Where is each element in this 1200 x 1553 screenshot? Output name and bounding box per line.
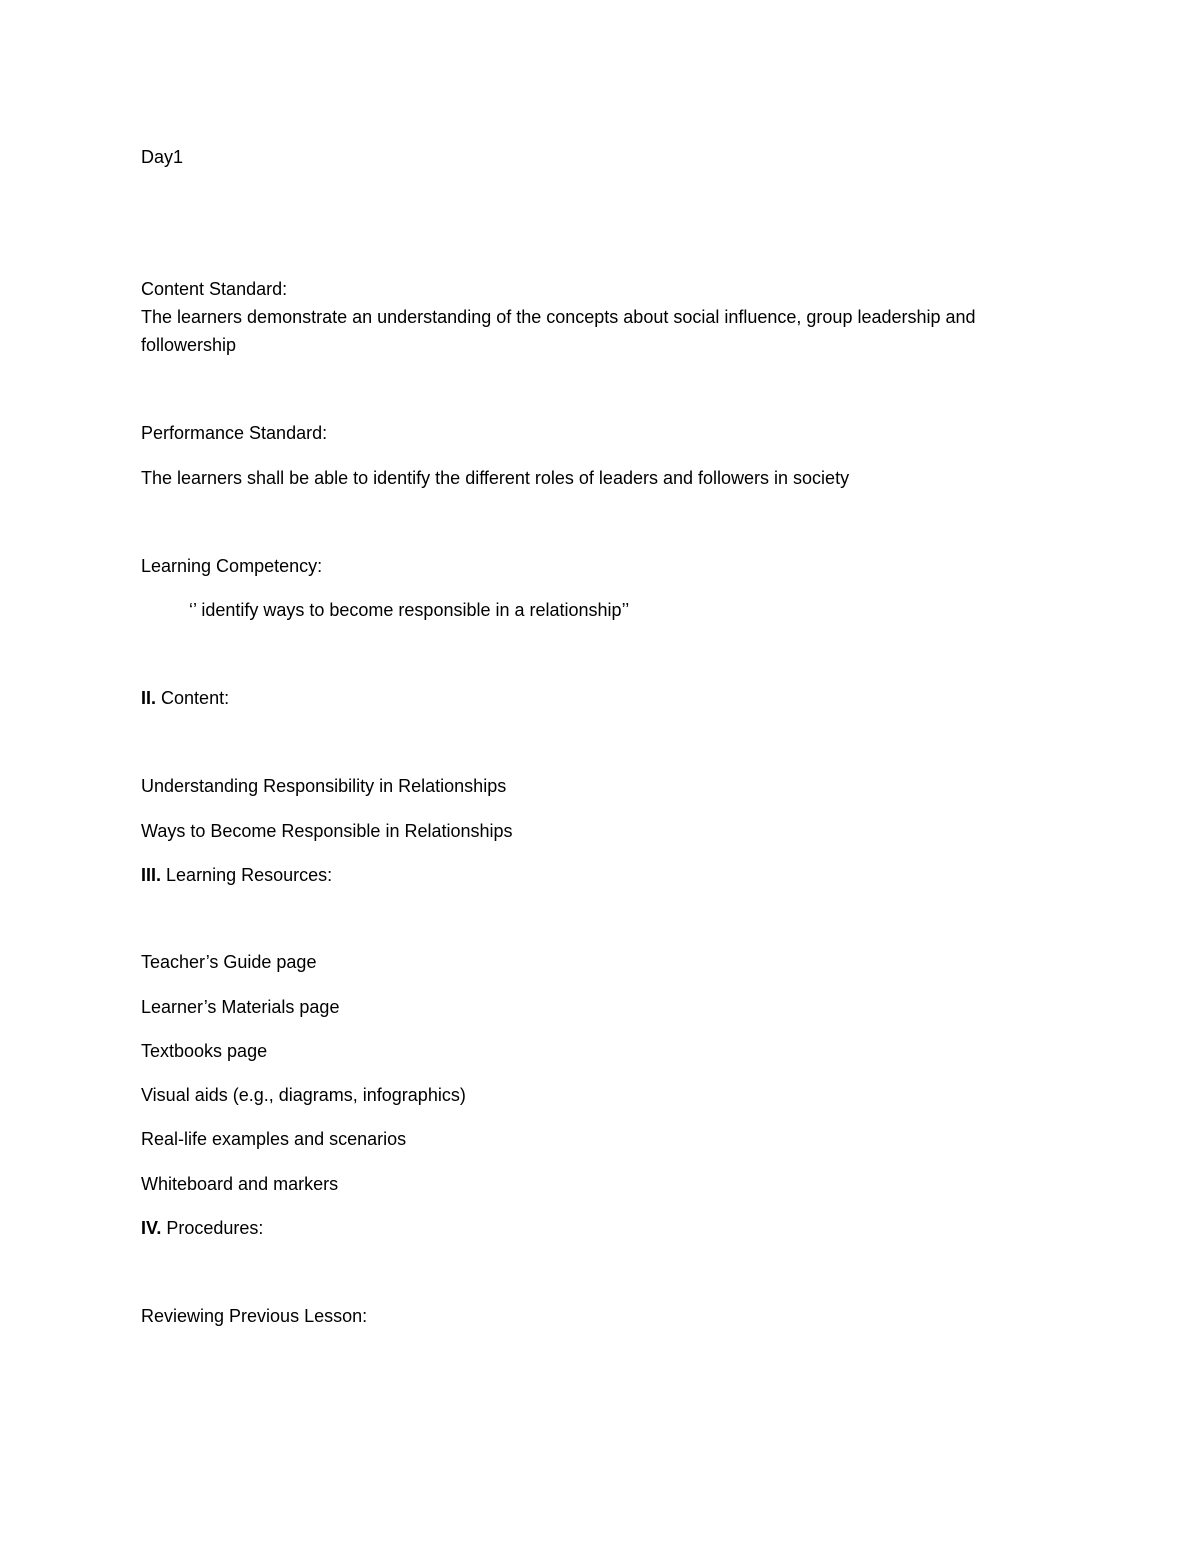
content-heading-label: Content: — [161, 688, 230, 708]
day-label: Day1 — [141, 147, 184, 167]
procedures-heading — [141, 1216, 263, 1240]
performance-standard-text: The learners shall be able to identify the different roles of leaders and followers in society — [141, 468, 850, 488]
resource-item: Visual aids (e.g., diagrams, infographics) — [141, 1085, 466, 1105]
content-standard-text: The learners demonstrate an understanding of the concepts about social influence, group leadership and followership — [141, 307, 976, 355]
procedures-heading-label: Procedures: — [166, 1218, 264, 1238]
learning-resources-heading — [141, 863, 332, 887]
performance-standard-heading: Performance Standard: — [141, 423, 328, 443]
content-number: II. — [141, 688, 157, 708]
resource-item: Textbooks page — [141, 1041, 268, 1061]
content-standard-heading: Content Standard: — [141, 279, 288, 299]
resource-item: Teacher’s Guide page — [141, 952, 317, 972]
content-item: Understanding Responsibility in Relationships — [141, 776, 507, 796]
learning-resources-heading-label: Learning Resources: — [166, 865, 333, 885]
procedure-item: Reviewing Previous Lesson: — [141, 1306, 368, 1326]
procedures-number: IV. — [141, 1218, 162, 1238]
content-item: Ways to Become Responsible in Relationships — [141, 821, 513, 841]
learning-competency-heading: Learning Competency: — [141, 556, 323, 576]
content-heading — [141, 686, 229, 710]
resource-item: Learner’s Materials page — [141, 997, 340, 1017]
learning-resources-number: III. — [141, 865, 162, 885]
resource-item: Real-life examples and scenarios — [141, 1129, 407, 1149]
resource-item: Whiteboard and markers — [141, 1174, 339, 1194]
learning-competency-text: ‘’ identify ways to become responsible in a relationship’’ — [189, 600, 630, 620]
